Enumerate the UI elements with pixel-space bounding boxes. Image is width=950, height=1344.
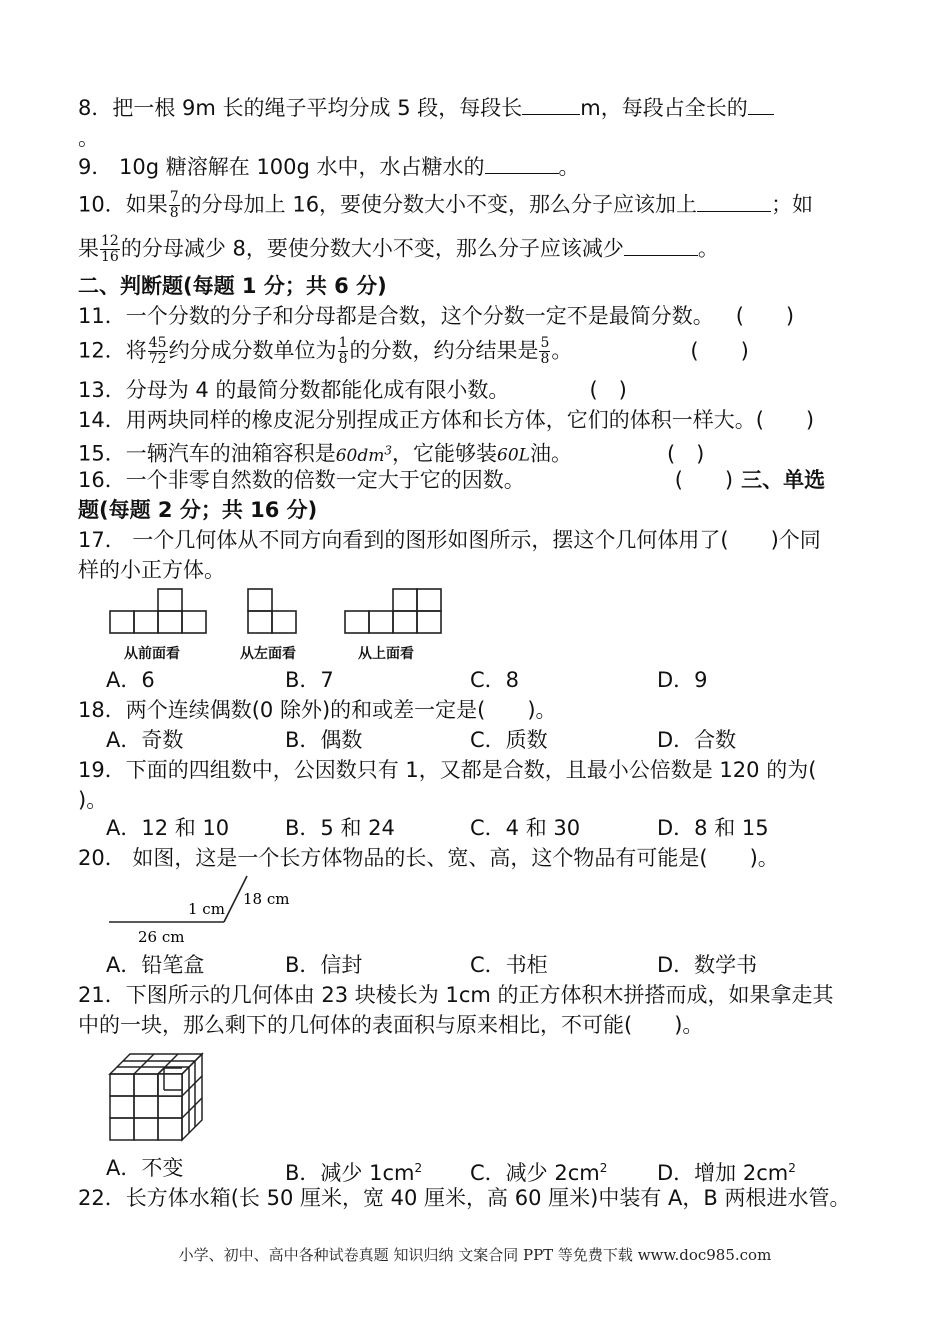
question-16: 16．一个非零自然数的倍数一定大于它的因数。 ( ) 三、单选 bbox=[78, 468, 826, 492]
option-c[interactable]: C．书柜 bbox=[470, 953, 548, 977]
question-11: 11．一个分数的分子和分母都是合数，这个分数一定不是最简分数。 ( ) bbox=[78, 304, 795, 328]
fraction: $\frac{12}{16}$ bbox=[101, 233, 119, 265]
question-21: 21．下图所示的几何体由 23 块棱长为 1cm 的正方体积木拼搭而成，如果拿走其 bbox=[78, 983, 834, 1007]
top-view-figure bbox=[345, 589, 441, 633]
answer-blank[interactable] bbox=[624, 235, 698, 256]
section-3-heading-cont: 题(每题 2 分；共 16 分) bbox=[78, 498, 318, 522]
front-view-figure bbox=[110, 589, 206, 633]
volume-value: $60dm^3$ bbox=[335, 443, 393, 466]
question-14: 14．用两块同样的橡皮泥分别捏成正方体和长方体，它们的体积一样大。( ) bbox=[78, 408, 815, 432]
question-8-end: 。 bbox=[78, 126, 99, 150]
fraction: $\frac{1}{8}$ bbox=[338, 335, 348, 367]
question-17-cont: 样的小正方体。 bbox=[78, 558, 225, 582]
option-c[interactable]: C．减少 $2cm^2$ bbox=[470, 1161, 608, 1185]
option-d[interactable]: D．合数 bbox=[657, 728, 737, 752]
left-view-label: 从左面看 bbox=[240, 646, 296, 662]
option-d[interactable]: D．9 bbox=[657, 668, 708, 692]
answer-paren[interactable]: ( ) bbox=[666, 441, 705, 466]
option-d[interactable]: D．8 和 15 bbox=[657, 816, 769, 840]
answer-blank[interactable] bbox=[697, 191, 771, 212]
option-b[interactable]: B．5 和 24 bbox=[285, 816, 395, 840]
question-10-cont: 果 $\frac{12}{16}$ 的分母减少 8，要使分数大小不变，那么分子应该减少 。 bbox=[78, 233, 719, 265]
fraction: $\frac{45}{72}$ bbox=[148, 335, 167, 367]
answer-paren[interactable]: ( ) bbox=[690, 338, 749, 363]
answer-paren[interactable]: ( ) bbox=[589, 378, 627, 402]
question-15: 15．一辆汽车的油箱容积是$60dm^3$，它能够装60L油。 ( ) bbox=[78, 441, 705, 466]
answer-blank[interactable] bbox=[522, 94, 580, 115]
answer-blank[interactable] bbox=[485, 153, 559, 174]
question-19-cont: )。 bbox=[78, 788, 108, 812]
page-footer: 小学、初中、高中各种试卷真题 知识归纳 文案合同 PPT 等免费下载 www.doc985.com bbox=[178, 1246, 772, 1264]
answer-paren[interactable]: ( ) bbox=[735, 304, 795, 328]
question-21-cont: 中的一块，那么剩下的几何体的表面积与原来相比，不可能( )。 bbox=[78, 1013, 704, 1037]
option-a[interactable]: A．奇数 bbox=[106, 728, 184, 752]
height-label: 1 cm bbox=[188, 900, 225, 918]
fraction: $\frac{7}{8}$ bbox=[169, 189, 179, 221]
section-3-heading: 三、单选 bbox=[741, 468, 826, 492]
question-17: 17． 一个几何体从不同方向看到的图形如图所示，摆这个几何体用了( )个同 bbox=[78, 528, 821, 552]
fraction: $\frac{5}{8}$ bbox=[540, 335, 550, 367]
option-b[interactable]: B．偶数 bbox=[285, 728, 363, 752]
option-a[interactable]: A．12 和 10 bbox=[106, 816, 230, 840]
option-a[interactable]: A．不变 bbox=[106, 1156, 184, 1180]
length-label: 26 cm bbox=[138, 928, 185, 946]
front-view-label: 从前面看 bbox=[124, 646, 180, 662]
answer-paren[interactable]: ( ) bbox=[674, 468, 734, 492]
option-d[interactable]: D．增加 $2cm^2$ bbox=[657, 1161, 796, 1185]
dimension-figure bbox=[106, 872, 306, 948]
capacity-value: 60L bbox=[497, 445, 530, 466]
option-c[interactable]: C．8 bbox=[470, 668, 520, 692]
three-view-figures bbox=[108, 585, 448, 637]
option-d[interactable]: D．数学书 bbox=[657, 953, 758, 977]
section-2-heading: 二、判断题(每题 1 分；共 6 分) bbox=[78, 274, 387, 298]
question-12: 12．将 $\frac{45}{72}$ 约分成分数单位为 $\frac{1}{8}$ 的分数，约分结果是 $\frac{5}{8}$ 。 ( ) bbox=[78, 335, 749, 367]
question-10: 10．如果 $\frac{7}{8}$ 的分母加上 16，要使分数大小不变，那么分子应该加上 ；如 bbox=[78, 189, 814, 221]
question-13: 13．分母为 4 的最简分数都能化成有限小数。 ( ) bbox=[78, 378, 627, 402]
left-view-figure bbox=[248, 589, 296, 633]
question-8: 8．把一根 9m 长的绳子平均分成 5 段，每段长 m，每段占全长的 bbox=[78, 94, 774, 122]
question-18: 18．两个连续偶数(0 除外)的和或差一定是( )。 bbox=[78, 698, 557, 722]
question-20: 20． 如图，这是一个长方体物品的长、宽、高，这个物品有可能是( )。 bbox=[78, 846, 779, 870]
top-view-label: 从上面看 bbox=[358, 646, 414, 662]
question-22: 22．长方体水箱(长 50 厘米，宽 40 厘米，高 60 厘米)中装有 A，B 两根进水管。 bbox=[78, 1186, 851, 1210]
question-9: 9． 10g 糖溶解在 100g 水中，水占糖水的 。 bbox=[78, 155, 580, 179]
option-b[interactable]: B．信封 bbox=[285, 953, 363, 977]
option-a[interactable]: A．铅笔盒 bbox=[106, 953, 205, 977]
option-b[interactable]: B．7 bbox=[285, 668, 334, 692]
width-label: 18 cm bbox=[243, 890, 290, 908]
question-19: 19．下面的四组数中，公因数只有 1，又都是合数，且最小公倍数是 120 的为( bbox=[78, 758, 817, 782]
option-b[interactable]: B．减少 $1cm^2$ bbox=[285, 1161, 423, 1185]
option-c[interactable]: C．4 和 30 bbox=[470, 816, 581, 840]
option-c[interactable]: C．质数 bbox=[470, 728, 548, 752]
answer-paren[interactable]: ( ) bbox=[755, 408, 815, 432]
cube-stack-figure bbox=[108, 1048, 204, 1146]
answer-blank[interactable] bbox=[748, 94, 774, 115]
option-a[interactable]: A．6 bbox=[106, 668, 155, 692]
